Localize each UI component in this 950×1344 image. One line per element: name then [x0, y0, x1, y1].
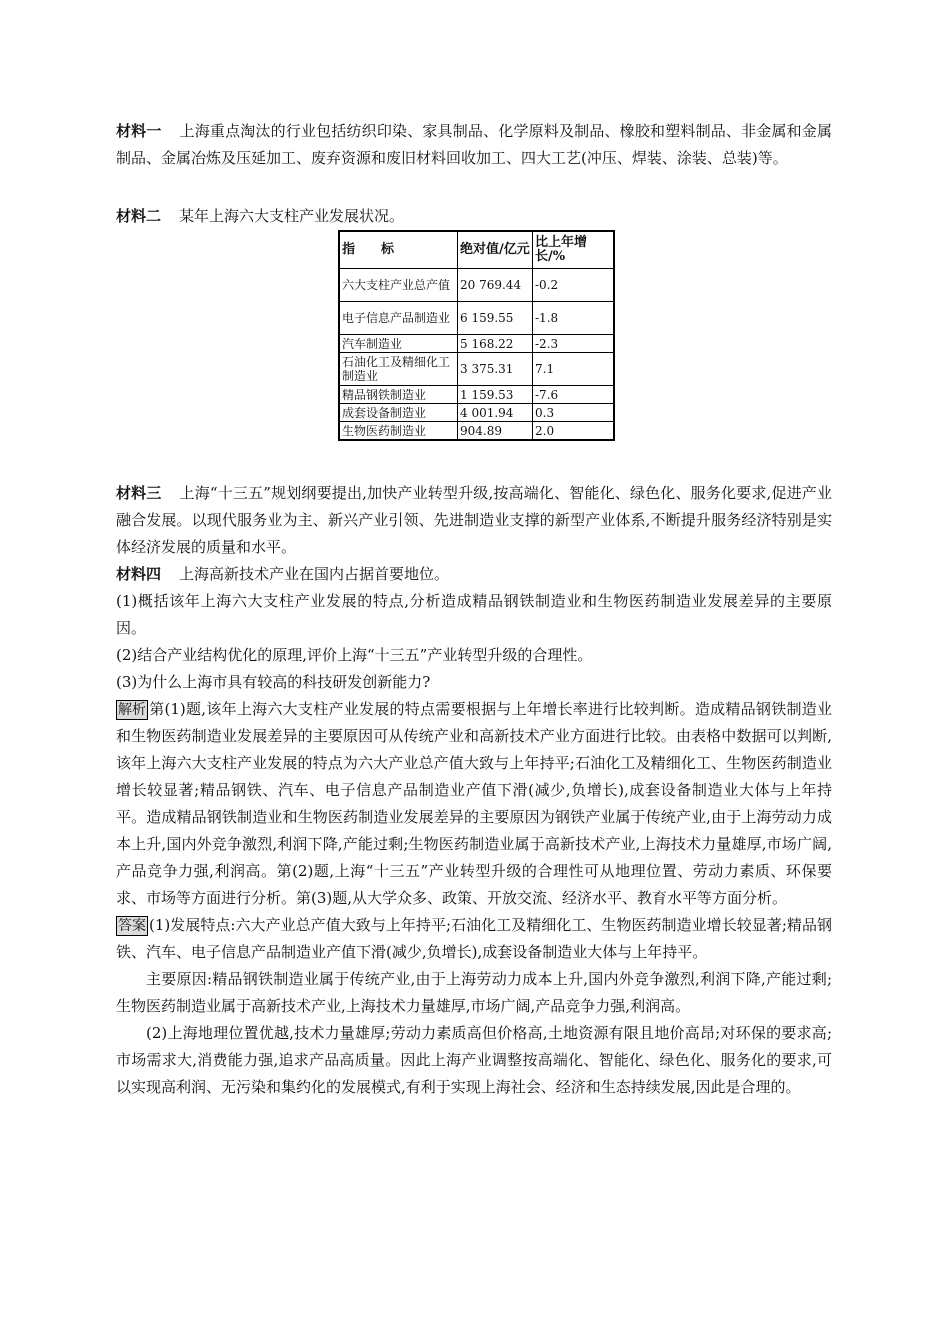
table-cell: 0.3	[533, 404, 615, 422]
table-cell: 电子信息产品制造业	[339, 302, 458, 335]
content-after-table	[116, 480, 832, 1101]
material-1	[116, 118, 832, 172]
table-cell: 石油化工及精细化工制造业	[339, 353, 458, 386]
table-header-cell: 比上年增长/%	[533, 231, 615, 269]
table-row	[339, 404, 614, 422]
analysis-text: 第(1)题,该年上海六大支柱产业发展的特点需要根据与上年增长率进行比较判断。造成精品钢铁制造业和生物医药制造业发展差异的主要原因可从传统产业和高新技术产业方面进行比较。由表格中数据可以判断,该年上海六大支柱产业发展的特点为六大产业总产值大致与上年持平;石油化工及精细化工、生物医药制造业增长较显著;精品钢铁、汽车、电子信息产品制造业产值下滑(减少,负增长),成套设备制造业大体与上年持平。造成精品钢铁制造业和生物医药制造业发展差异的主要原因为钢铁产业属于传统产业,由于上海劳动力成本上升,国内外竞争激烈,利润下降,产能过剩;生物医药制造业属于高新技术产业,上海技术力量雄厚,市场广阔,产品竞争力强,利润高。第(2)题,上海“十三五”产业转型升级的合理性可从地理位置、劳动力素质、环保要求、市场等方面进行分析。第(3)题,从大学众多、政策、开放交流、经济水平、教育水平等方面分析。	[116, 700, 832, 907]
analysis-tag: 解析	[118, 702, 146, 718]
material-4-paragraph	[116, 561, 832, 588]
answer-paragraph-1	[116, 912, 832, 966]
table-cell: 3 375.31	[458, 353, 533, 386]
material-3-text: 上海“十三五”规划纲要提出,加快产业转型升级,按高端化、智能化、绿色化、服务化要求,促进产业融合发展。以现代服务业为主、新兴产业引领、先进制造业支撑的新型产业体系,不断提升服务经济特别是实体经济发展的质量和水平。	[116, 484, 832, 556]
material-1-paragraph	[116, 118, 832, 172]
table-cell: 1 159.53	[458, 386, 533, 404]
table-header-cell: 指 标	[339, 231, 458, 269]
answer-tag: 答案	[118, 918, 146, 934]
material-2-text: 某年上海六大支柱产业发展状况。	[179, 207, 405, 225]
table-cell: -0.2	[533, 269, 615, 302]
table-cell: 5 168.22	[458, 335, 533, 353]
table-cell: 6 159.55	[458, 302, 533, 335]
material-1-label: 材料一	[116, 122, 162, 140]
industry-table	[338, 230, 615, 441]
material-2	[116, 203, 832, 230]
table-cell: -2.3	[533, 335, 615, 353]
table-row	[339, 269, 614, 302]
analysis-paragraph	[116, 696, 832, 912]
table-cell: 精品钢铁制造业	[339, 386, 458, 404]
table-row	[339, 422, 614, 441]
table-cell: 904.89	[458, 422, 533, 441]
table-row	[339, 386, 614, 404]
table-row	[339, 353, 614, 386]
table-cell: -7.6	[533, 386, 615, 404]
table-cell: -1.8	[533, 302, 615, 335]
question-3: (3)为什么上海市具有较高的科技研发创新能力?	[116, 673, 431, 691]
table-cell: 7.1	[533, 353, 615, 386]
answer-paragraph-2: 主要原因:精品钢铁制造业属于传统产业,由于上海劳动力成本上升,国内外竞争激烈,利润下降,产能过剩;生物医药制造业属于高新技术产业,上海技术力量雄厚,市场广阔,产品竞争力强,利润高。	[116, 970, 832, 1015]
material-1-text: 上海重点淘汰的行业包括纺织印染、家具制品、化学原料及制品、橡胶和塑料制品、非金属和金属制品、金属冶炼及压延加工、废弃资源和废旧材料回收加工、四大工艺(冲压、焊装、涂装、总装)等。	[116, 122, 832, 167]
table-row	[339, 302, 614, 335]
material-2-paragraph	[116, 203, 832, 230]
question-2: (2)结合产业结构优化的原理,评价上海“十三五”产业转型升级的合理性。	[116, 646, 593, 664]
material-3-paragraph	[116, 480, 832, 561]
table-cell: 汽车制造业	[339, 335, 458, 353]
table-row	[339, 335, 614, 353]
answer-text-1: (1)发展特点:六大产业总产值大致与上年持平;石油化工及精细化工、生物医药制造业增长较显著;精品钢铁、汽车、电子信息产品制造业产值下滑(减少,负增长),成套设备制造业大体与上年持平。	[116, 916, 832, 961]
answer-paragraph-3: (2)上海地理位置优越,技术力量雄厚;劳动力素质高但价格高,土地资源有限且地价高昂;对环保的要求高;市场需求大,消费能力强,追求产品高质量。因此上海产业调整按高端化、智能化、绿色化、服务化的要求,可以实现高利润、无污染和集约化的发展模式,有利于实现上海社会、经济和生态持续发展,因此是合理的。	[116, 1024, 832, 1096]
material-4-text: 上海高新技术产业在国内占据首要地位。	[179, 565, 450, 583]
question-1: (1)概括该年上海六大支柱产业发展的特点,分析造成精品钢铁制造业和生物医药制造业发展差异的主要原因。	[116, 592, 832, 637]
table-cell: 六大支柱产业总产值	[339, 269, 458, 302]
table-header-row	[339, 231, 614, 269]
material-2-label: 材料二	[116, 207, 162, 225]
table-cell: 2.0	[533, 422, 615, 441]
table-header-cell: 绝对值/亿元	[458, 231, 533, 269]
material-3-label: 材料三	[116, 484, 162, 502]
table-cell: 成套设备制造业	[339, 404, 458, 422]
table-cell: 生物医药制造业	[339, 422, 458, 441]
table-cell: 4 001.94	[458, 404, 533, 422]
table-cell: 20 769.44	[458, 269, 533, 302]
material-4-label: 材料四	[116, 565, 162, 583]
